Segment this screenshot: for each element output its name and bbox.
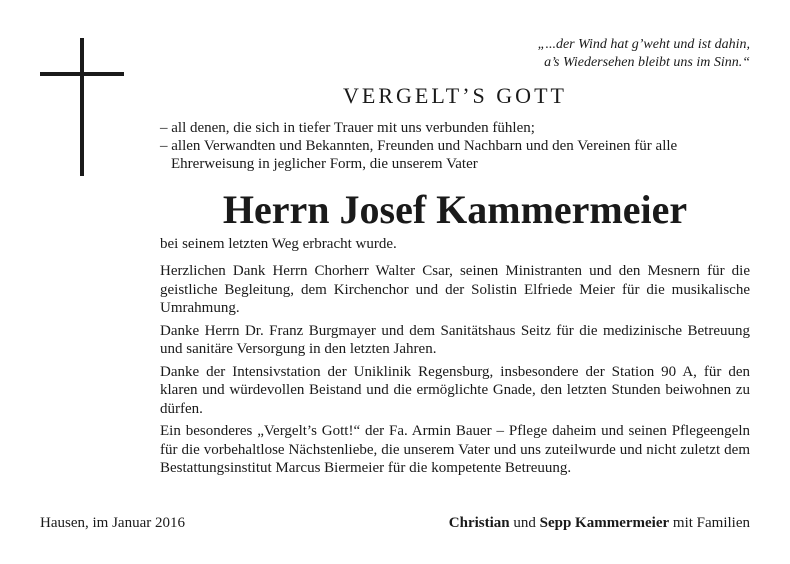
signature-name-1: Christian xyxy=(448,515,510,531)
thanks-item: – allen Verwandten und Bekannten, Freunden und Nachbarn und den Vereinen für alle Ehrerweisung in jeglicher Form, die unserem Vater xyxy=(160,138,678,172)
cross-vertical-bar xyxy=(80,38,84,176)
body-text xyxy=(160,262,750,482)
paragraph: Ein besonderes „Vergelt’s Gott!“ der Fa. Armin Bauer – Pflege daheim und seinen Pflegeengeln für die vorbehaltlose Nächstenliebe, die unserem Vater und uns zuteilwurde und nicht zuletzt dem Bestattungsinstitut Marcus Biermeier für die kompetente Betreuung. xyxy=(160,423,750,476)
signature-suffix: mit Familien xyxy=(672,515,750,531)
quote-line-2: a’s Wiedersehen bleibt uns im Sinn.“ xyxy=(544,55,750,70)
signature-connector: und xyxy=(513,515,536,531)
signature-name-2: Sepp Kammermeier xyxy=(539,515,670,531)
lead-text: bei seinem letzten Weg erbracht wurde. xyxy=(160,236,397,252)
quote-line-1: „...der Wind hat g’weht und ist dahin, xyxy=(537,37,750,52)
thanks-list xyxy=(160,119,750,173)
signature xyxy=(449,513,750,533)
paragraph: Herzlichen Dank Herrn Chorherr Walter Csar, seinen Ministranten und den Mesnern für die geistliche Begleitung, dem Kirchenchor und der Solistin Elfriede Meier für die musikalische Umrahmung. xyxy=(160,263,750,316)
thanks-item: – all denen, die sich in tiefer Trauer mit uns verbunden fühlen; xyxy=(160,120,535,136)
quote xyxy=(390,36,750,72)
cross-horizontal-bar xyxy=(40,72,124,76)
paragraph: Danke der Intensivstation der Uniklinik Regensburg, insbesondere der Station 90 A, für den klaren und würdevollen Beistand und die ermöglichte Gnade, den letzten Stunden beiwohnen zu dürfen. xyxy=(160,363,750,417)
heading: VERGELT’S GOTT xyxy=(343,83,567,108)
paragraph: Danke Herrn Dr. Franz Burgmayer und dem Sanitätshaus Seitz für die medizinische Betreuung und sanitäre Versorgung in den letzten Jahren. xyxy=(160,322,750,357)
place-date: Hausen, im Januar 2016 xyxy=(40,515,185,531)
deceased-name: Herrn Josef Kammermeier xyxy=(222,187,688,232)
